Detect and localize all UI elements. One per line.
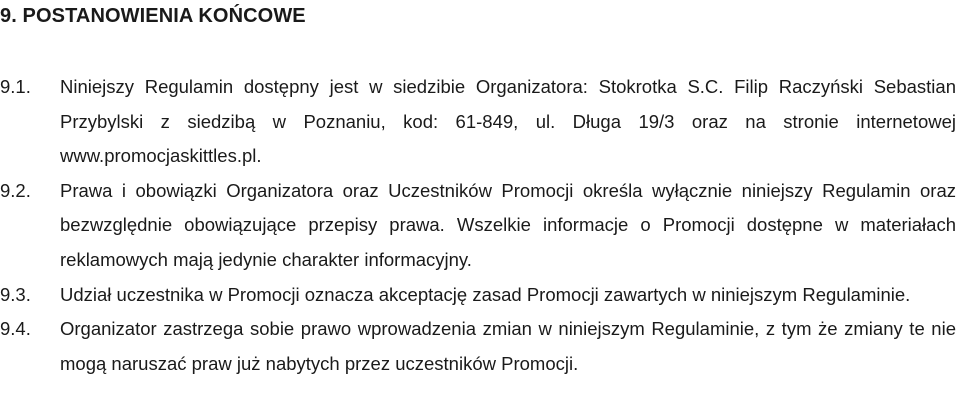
clause-text: Udział uczestnika w Promocji oznacza akceptację zasad Promocji zawartych w niniejszym Regulaminie. bbox=[60, 283, 911, 305]
clause-number: 9.1. bbox=[0, 76, 31, 97]
clause-text: Prawa i obowiązki Organizatora oraz Uczestników Promocji określa wyłącznie niniejszy Regulamin oraz bezwzględnie obowiązujące przepisy prawa. Wszelkie informacje o Promocji dostępne w materiałach reklamowych mają jedynie charakter informacyjny. bbox=[60, 179, 956, 270]
clause-9-3 bbox=[0, 278, 956, 313]
clause-9-4 bbox=[0, 312, 956, 381]
clause-number: 9.3. bbox=[0, 283, 31, 305]
clause-text: Organizator zastrzega sobie prawo wprowadzenia zmian w niniejszym Regulaminie, z tym że zmiany te nie mogą naruszać praw już nabytych przez uczestników Promocji. bbox=[60, 318, 956, 374]
clause-9-2 bbox=[0, 174, 956, 278]
section-heading: 9. POSTANOWIENIA KOŃCOWE bbox=[0, 5, 306, 27]
clause-text: Niniejszy Regulamin dostępny jest w siedzibie Organizatora: Stokrotka S.C. Filip Raczyński Sebastian Przybylski z siedzibą w Poznaniu, kod: 61-849, ul. Długa 19/3 oraz na stronie internetowej www.promocjaskittles.pl. bbox=[60, 76, 956, 167]
clause-9-1 bbox=[0, 70, 956, 174]
clause-number: 9.4. bbox=[0, 318, 31, 340]
clause-number: 9.2. bbox=[0, 179, 31, 201]
clause-list bbox=[0, 70, 956, 381]
